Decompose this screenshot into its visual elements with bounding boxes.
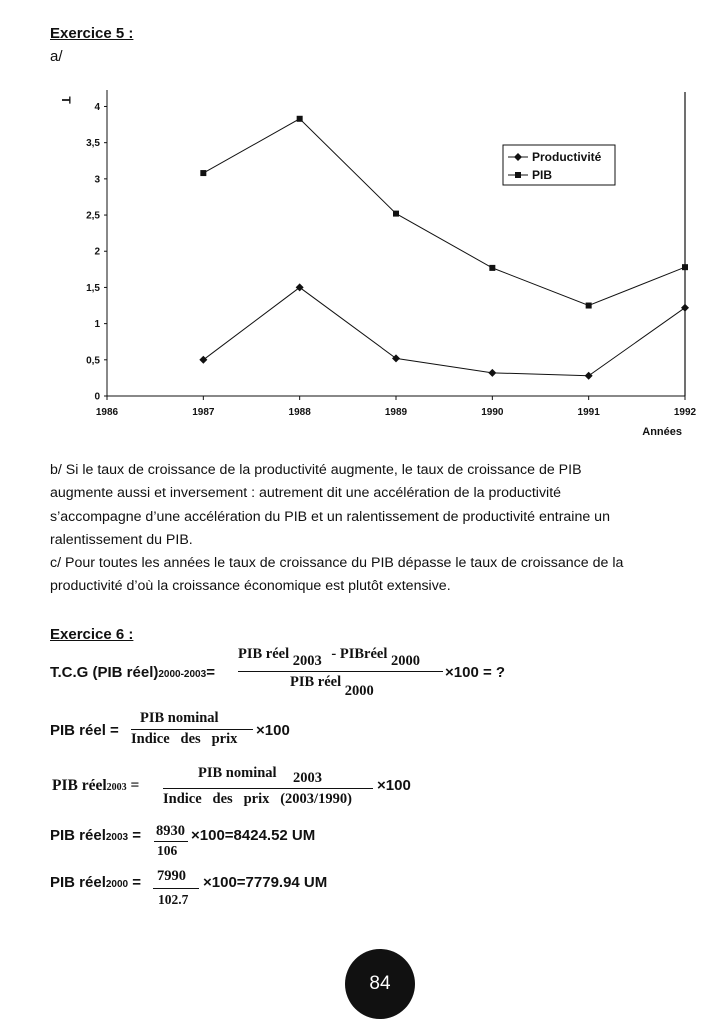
tcg-denominator xyxy=(290,674,374,699)
x-tick-label: 1987 xyxy=(192,407,215,418)
part-b-paragraph xyxy=(50,459,715,599)
calc2003-den: 106 xyxy=(157,843,178,858)
calc2000-rhs: ×100=7779.94 UM xyxy=(203,874,328,891)
data-point-productivite xyxy=(199,356,207,364)
reel-rhs: ×100 xyxy=(256,722,290,739)
x-tick-label: 1992 xyxy=(673,407,697,418)
legend-marker-square xyxy=(515,172,521,178)
data-point-pib xyxy=(200,170,206,176)
data-point-productivite xyxy=(681,304,689,312)
legend-label: PIB xyxy=(532,168,553,182)
calc2003-lhs-sub: 2003 xyxy=(105,832,129,843)
reel2003-den: Indice des prix (2003/1990) xyxy=(163,791,352,807)
part-b-line: s’accompagne d’une accélération du PIB et un ralentissement de productivité entraine un xyxy=(50,508,610,525)
x-tick-label: 1991 xyxy=(577,407,600,418)
reel2003-num-sub: 2003 xyxy=(293,770,322,786)
data-point-productivite xyxy=(488,369,496,377)
x-axis-label: Années xyxy=(642,426,682,438)
y-tick-label: 4 xyxy=(94,101,100,113)
calc2000-lhs-main: PIB réel xyxy=(50,874,106,891)
y-tick-label: 0 xyxy=(94,391,100,403)
tcg-num-b: PIBréel xyxy=(339,646,388,662)
part-b-line: ralentissement du PIB. xyxy=(50,531,193,548)
part-c-line: productivité d’où la croissance économique est plutôt extensive. xyxy=(50,578,451,595)
calc2003-rhs: ×100=8424.52 UM xyxy=(191,827,316,844)
tcg-num-a-sub: 2003 xyxy=(292,653,322,669)
y-tick-label: 0,5 xyxy=(86,355,100,367)
tcg-lhs-sub: 2000-2003 xyxy=(158,669,207,680)
data-point-pib xyxy=(297,116,303,122)
tcg-fraction-bar xyxy=(238,671,443,672)
tcg-den-sub: 2000 xyxy=(344,683,374,699)
calc2003-eq: = xyxy=(132,827,142,844)
reel-num: PIB nominal xyxy=(140,710,219,726)
x-tick-label: 1989 xyxy=(384,407,408,418)
tcg-rhs: ×100 = ? xyxy=(445,664,506,681)
data-point-productivite xyxy=(392,354,400,362)
reel2003-eq: = xyxy=(130,777,140,794)
reel2003-fraction-bar xyxy=(163,788,373,789)
legend-label: Productivité xyxy=(532,150,602,164)
data-point-productivite xyxy=(585,372,593,380)
calc2000-lhs xyxy=(50,874,141,891)
reel-fraction-bar xyxy=(131,729,253,730)
exercise-5-title: Exercice 5 : xyxy=(50,25,134,42)
data-point-pib xyxy=(682,264,688,270)
tcg-lhs xyxy=(50,664,215,681)
page-number: 84 xyxy=(369,973,391,994)
y-tick-label: 1 xyxy=(94,319,100,331)
y-axis-label: T xyxy=(59,96,73,104)
reel2003-lhs xyxy=(52,777,139,795)
part-a-label: a/ xyxy=(50,48,63,65)
calc2003-num: 8930 xyxy=(156,823,185,839)
calc2003-lhs xyxy=(50,827,141,844)
calc2000-eq: = xyxy=(132,874,142,891)
tcg-numerator xyxy=(238,646,420,669)
tcg-den: PIB réel xyxy=(290,674,342,690)
reel2003-num: PIB nominal xyxy=(198,765,277,781)
calc2000-fraction-bar xyxy=(153,888,199,889)
y-tick-label: 1,5 xyxy=(86,282,100,294)
tcg-lhs-main: T.C.G (PIB réel) xyxy=(50,664,159,681)
y-tick-label: 2,5 xyxy=(86,210,100,222)
y-tick-label: 3,5 xyxy=(86,138,100,150)
part-b-line: b/ Si le taux de croissance de la productivité augmente, le taux de croissance de PIB xyxy=(50,462,582,478)
data-point-productivite xyxy=(296,283,304,291)
part-b-line: augmente aussi et inversement : autrement dit une accélération de la productivité xyxy=(50,485,562,502)
tcg-num-b-sub: 2000 xyxy=(391,653,420,669)
calc2000-num: 7990 xyxy=(157,868,186,884)
x-tick-label: 1988 xyxy=(288,407,311,418)
series-line-productivité xyxy=(203,287,685,375)
data-point-pib xyxy=(393,211,399,217)
x-tick-label: 1990 xyxy=(481,407,504,418)
reel2003-lhs-sub: 2003 xyxy=(106,782,127,793)
y-tick-label: 3 xyxy=(94,174,100,186)
part-c-line: c/ Pour toutes les années le taux de croissance du PIB dépasse le taux de croissance de la xyxy=(50,555,624,572)
data-point-pib xyxy=(489,265,495,271)
tcg-minus: - xyxy=(331,646,337,662)
calc2003-fraction-bar xyxy=(154,841,188,842)
exercise-6-title: Exercice 6 : xyxy=(50,626,134,643)
x-tick-label: 1986 xyxy=(95,407,119,418)
calc2000-lhs-sub: 2000 xyxy=(105,879,129,890)
line-chart xyxy=(0,0,720,450)
tcg-num-a: PIB réel xyxy=(238,646,290,662)
reel2003-rhs: ×100 xyxy=(377,777,411,794)
page-number-badge xyxy=(345,949,415,1019)
data-point-pib xyxy=(586,303,592,309)
y-tick-label: 2 xyxy=(94,246,100,258)
reel-lhs: PIB réel = xyxy=(50,722,119,739)
reel-den: Indice des prix xyxy=(131,731,238,747)
tcg-eq: = xyxy=(206,664,215,681)
calc2000-den: 102.7 xyxy=(158,892,189,907)
reel2003-lhs-main: PIB réel xyxy=(52,777,107,794)
calc2003-lhs-main: PIB réel xyxy=(50,827,106,844)
